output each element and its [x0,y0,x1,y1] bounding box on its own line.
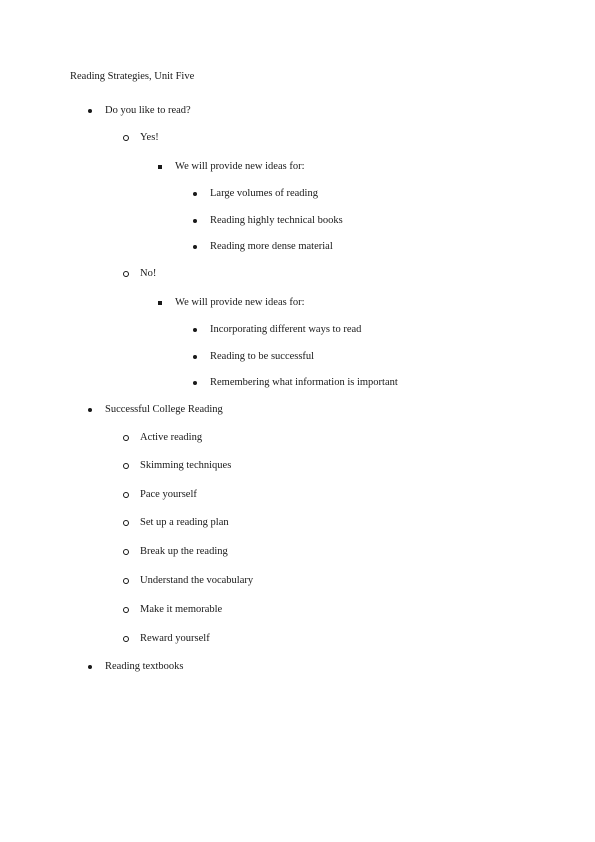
document-title: Reading Strategies, Unit Five [70,71,195,82]
list-item-text: Large volumes of reading [210,188,318,199]
list-item-text: Skimming techniques [140,460,232,471]
list-item-text: Pace yourself [140,489,197,500]
list-item-text: We will provide new ideas for: [175,297,305,308]
list-item-text: No! [140,268,157,279]
list-item-text: Understand the vocabulary [140,575,254,586]
list-item-text: Active reading [140,432,203,443]
list-item-text: Make it memorable [140,604,223,615]
bullet-marker [191,214,201,228]
square-marker [157,296,167,310]
circle-marker [122,459,132,473]
list-item-text: Reading more dense material [210,241,333,252]
list-item-text: We will provide new ideas for: [175,161,305,172]
list-item-text: Reading highly technical books [210,215,343,226]
bullet-marker [86,403,96,417]
circle-marker [122,488,132,502]
list-item-text: Do you like to read? [105,105,191,116]
list-item-text: Reward yourself [140,633,210,644]
list-item-text: Reading to be successful [210,351,315,362]
circle-marker [122,574,132,588]
circle-marker [122,131,132,145]
bullet-marker [191,376,201,390]
circle-marker [122,632,132,646]
circle-marker [122,545,132,559]
square-marker [157,160,167,174]
bullet-marker [86,660,96,674]
list-item-text: Set up a reading plan [140,517,229,528]
bullet-marker [191,240,201,254]
list-item-text: Reading textbooks [105,661,184,672]
bullet-marker [191,323,201,337]
circle-marker [122,431,132,445]
bullet-marker [191,350,201,364]
list-item-text: Incorporating different ways to read [210,324,362,335]
bullet-marker [86,104,96,118]
circle-marker [122,267,132,281]
circle-marker [122,603,132,617]
list-item-text: Successful College Reading [105,404,223,415]
list-item-text: Break up the reading [140,546,228,557]
list-item-text: Remembering what information is important [210,377,398,388]
list-item-text: Yes! [140,132,159,143]
circle-marker [122,516,132,530]
bullet-marker [191,187,201,201]
